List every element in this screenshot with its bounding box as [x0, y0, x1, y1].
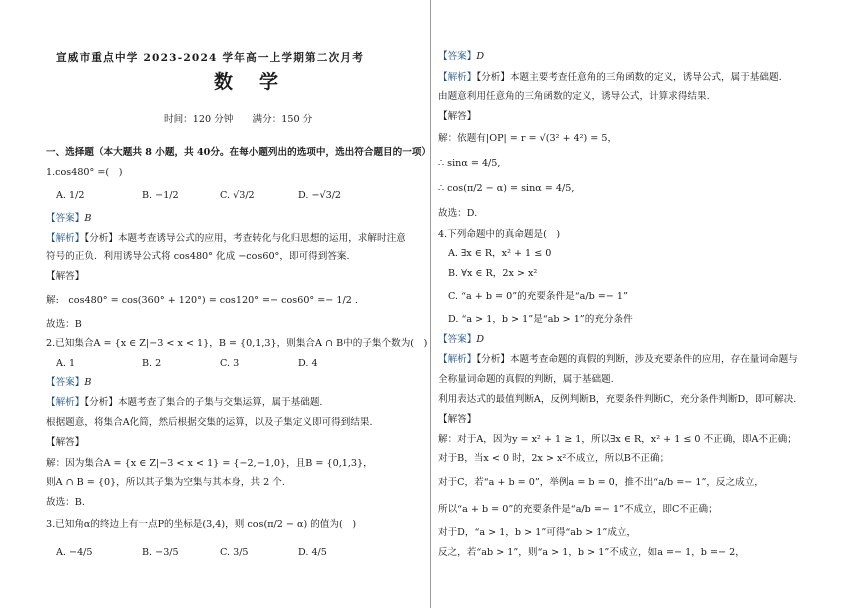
q3-answer — [438, 50, 484, 64]
analysis-text: 【分析】本题考查了集合的子集与交集运算，属于基础题. — [84, 397, 323, 408]
section-heading: 一、选择题（本大题共 8 小题，共 40分。在每小题列出的选项中，选出符合题目的一项） — [46, 147, 432, 158]
question-2-stem: 2.已知集合A = {x ∈ Z|−3 < x < 1}，B = {0,1,3}，则集合A ∩ B中的子集个数为( ) — [46, 338, 428, 349]
exam-meta: 时间：120 分钟 满分：150 分 — [164, 114, 313, 125]
q4-option-a: A. ∃x ∈ R，x² + 1 ≤ 0 — [448, 248, 552, 259]
q2-option-a: A. 1 — [56, 358, 76, 369]
answer-value: B — [84, 377, 92, 388]
analysis-tag: 【解析】 — [438, 354, 477, 365]
question-3-stem: 3.已知角α的终边上有一点P的坐标是(3,4)，则 cos(π/2 − α) 的值为( ) — [46, 519, 357, 530]
q3-analysis-2: 由题意利用任意角的三角函数的定义，诱导公式，计算求得结果. — [438, 91, 710, 102]
q4-option-b: B. ∀x ∈ R，2x > x² — [448, 268, 538, 279]
column-divider — [430, 0, 431, 608]
answer-value: D — [476, 51, 485, 62]
q2-analysis-2: 根据题意，将集合A化简，然后根据交集的运算，以及子集定义即可得到结果. — [46, 417, 373, 428]
analysis-text: 【分析】本题考查诱导公式的应用，考查转化与化归思想的运用，求解时注意 — [84, 233, 406, 244]
analysis-text: 【分析】本题考查命题的真假的判断，涉及充要条件的应用，存在量词命题与 — [476, 354, 798, 365]
analysis-tag: 【解析】 — [438, 72, 477, 83]
q1-conclusion: 故选：B — [46, 319, 82, 330]
analysis-text: 【分析】本题主要考查任意角的三角函数的定义，诱导公式，属于基础题. — [476, 72, 782, 83]
answer-tag: 【答案】 — [438, 51, 477, 62]
q1-solution-tag: 【解答】 — [46, 271, 85, 282]
q4-solution-1: 解：对于A，因为y = x² + 1 ≥ 1，所以∃x ∈ R，x² + 1 ≤ 0 不正确，即A不正确； — [438, 434, 797, 445]
q3-solution-1: 解：依题有|OP| = r = √(3² + 4²) = 5， — [438, 133, 618, 144]
subject-heading: 数学 — [214, 71, 305, 93]
answer-tag: 【答案】 — [46, 377, 85, 388]
q4-solution-4: 所以“a + b = 0”的充要条件是“a/b =− 1”不成立，即C不正确； — [438, 504, 718, 515]
q2-analysis-1 — [46, 396, 322, 410]
question-1-stem: 1.cos480° =( ) — [46, 167, 123, 178]
question-4-stem: 4.下列命题中的真命题是( ) — [438, 229, 561, 240]
q3-solution-3: ∴ cos(π/2 − α) = sinα = 4/5, — [438, 183, 575, 194]
q4-analysis-2: 全称量词命题的真假的判断，属于基础题. — [438, 374, 614, 385]
q4-solution-tag: 【解答】 — [438, 414, 477, 425]
q4-option-d: D. “a > 1，b > 1”是“ab > 1”的充分条件 — [448, 314, 633, 325]
q4-answer — [438, 333, 484, 347]
q4-solution-6: 反之，若“ab > 1”，则“a > 1，b > 1”不成立，如a =− 1，b =− 2， — [438, 547, 745, 558]
q1-analysis-1 — [46, 232, 406, 246]
q3-option-a: A. −4/5 — [56, 547, 93, 558]
q4-solution-5: 对于D，“a > 1，b > 1”可得“ab > 1”成立， — [438, 527, 637, 538]
q2-solution-tag: 【解答】 — [46, 437, 85, 448]
q1-solution: 解: cos480° = cos(360° + 120°) = cos120° =− cos60° =− 1/2 . — [46, 295, 358, 306]
q2-option-c: C. 3 — [220, 358, 240, 369]
q3-solution-tag: 【解答】 — [438, 111, 477, 122]
answer-value: D — [476, 334, 485, 345]
q4-option-c: C. “a + b = 0”的充要条件是“a/b =− 1” — [448, 291, 628, 302]
q4-solution-2: 对于B，当x < 0 时，2x > x²不成立，所以B不正确； — [438, 453, 670, 464]
answer-tag: 【答案】 — [46, 213, 85, 224]
q3-option-d: D. 4/5 — [298, 547, 327, 558]
q1-option-b: B. −1/2 — [142, 190, 179, 201]
q2-option-b: B. 2 — [142, 358, 162, 369]
q1-option-a: A. 1/2 — [56, 190, 85, 201]
q1-option-d: D. −√3/2 — [298, 190, 342, 201]
q3-analysis-1 — [438, 71, 782, 85]
q2-option-d: D. 4 — [298, 358, 318, 369]
q3-option-b: B. −3/5 — [142, 547, 179, 558]
q1-option-c: C. √3/2 — [220, 190, 255, 201]
exam-title: 宣威市重点中学 2023-2024 学年高一上学期第二次月考 — [56, 52, 365, 64]
answer-value: B — [84, 213, 92, 224]
q2-solution-1: 解：因为集合A = {x ∈ Z|−3 < x < 1} = {−2,−1,0}，且B = {0,1,3}， — [46, 458, 373, 469]
q4-analysis-3: 利用表达式的最值判断A，反例判断B，充要条件判断C，充分条件判断D，即可解决. — [438, 394, 797, 405]
q3-conclusion: 故选：D. — [438, 208, 478, 219]
q2-solution-2: 则A ∩ B = {0}，所以其子集为空集与其本身，共 2 个. — [46, 477, 285, 488]
q4-solution-3: 对于C，若“a + b = 0”，举例a = b = 0，推不出“a/b =− 1”，反之成立， — [438, 477, 764, 488]
q1-answer — [46, 212, 91, 226]
q2-answer — [46, 376, 91, 390]
q2-conclusion: 故选：B. — [46, 497, 85, 508]
answer-tag: 【答案】 — [438, 334, 477, 345]
analysis-tag: 【解析】 — [46, 397, 85, 408]
q3-option-c: C. 3/5 — [220, 547, 249, 558]
analysis-tag: 【解析】 — [46, 233, 85, 244]
q3-solution-2: ∴ sinα = 4/5, — [438, 158, 501, 169]
q1-analysis-2: 符号的正负．利用诱导公式将 cos480° 化成 −cos60°，即可得到答案. — [46, 251, 350, 262]
q4-analysis-1 — [438, 353, 798, 367]
